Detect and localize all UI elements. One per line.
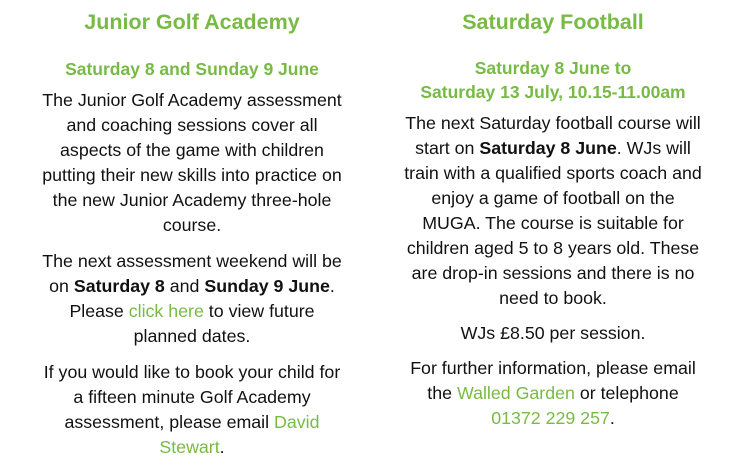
football-contact-info — [378, 356, 728, 431]
football-start-line — [378, 136, 728, 161]
click-here-link[interactable]: click here — [128, 301, 204, 321]
golf-planned-line: planned dates. — [133, 326, 251, 346]
golf-booking-info — [16, 360, 368, 460]
text-the: the — [427, 383, 457, 403]
football-start-date: Saturday 8 June — [479, 138, 617, 158]
football-desc-line: are drop-in sessions and there is no — [411, 263, 695, 283]
david-stewart-link-cont[interactable]: Stewart — [159, 437, 220, 457]
text-or-telephone: or telephone — [574, 383, 679, 403]
golf-description — [16, 88, 368, 238]
football-section — [378, 0, 728, 431]
golf-desc-line: The Junior Golf Academy assessment — [42, 90, 342, 110]
football-contact-line — [378, 381, 728, 406]
golf-assess-dates-line — [16, 274, 368, 299]
text-dot: . — [329, 276, 335, 296]
text-dot: . — [609, 408, 615, 428]
golf-book-line: a fifteen minute Golf Academy — [73, 387, 311, 407]
golf-title: Junior Golf Academy — [84, 10, 300, 34]
golf-email-line — [16, 410, 368, 435]
golf-book-line: If you would like to book your child for — [43, 362, 341, 382]
david-stewart-link[interactable]: David — [274, 412, 320, 432]
golf-desc-line: aspects of the game with children — [60, 140, 324, 160]
football-desc-line: need to book. — [499, 288, 607, 308]
golf-desc-line: course. — [162, 215, 222, 235]
golf-section — [16, 0, 368, 460]
golf-click-line — [16, 299, 368, 324]
text-view-future: to view future — [203, 301, 315, 321]
golf-date: Saturday 8 and Sunday 9 June — [65, 59, 319, 79]
football-date-line: Saturday 8 June to — [474, 58, 632, 78]
football-desc-line: MUGA. The course is suitable for — [422, 213, 684, 233]
football-desc-line: enjoy a game of football on the — [431, 188, 675, 208]
text-on: on — [49, 276, 74, 296]
football-desc-line: The next Saturday football course will — [405, 113, 701, 133]
football-desc-line: train with a qualified sports coach and — [404, 163, 702, 183]
text-please: Please — [69, 301, 129, 321]
golf-email-line-end — [16, 435, 368, 460]
football-title: Saturday Football — [462, 10, 644, 34]
golf-desc-line: putting their new skills into practice on — [42, 165, 342, 185]
text-dot: . — [219, 437, 225, 457]
football-date-line: Saturday 13 July, 10.15-11.00am — [420, 82, 686, 102]
football-price: WJs £8.50 per session. — [460, 323, 646, 343]
football-contact-line: For further information, please email — [410, 358, 696, 378]
text-please-email: assessment, please email — [64, 412, 275, 432]
walled-garden-link[interactable]: Walled Garden — [456, 383, 575, 403]
phone-link[interactable]: 01372 229 257 — [491, 408, 610, 428]
golf-sunday-date: Sunday 9 June — [204, 276, 330, 296]
golf-assessment-info — [16, 249, 368, 349]
football-desc-line: children aged 5 to 8 years old. These — [406, 238, 700, 258]
golf-desc-line: and coaching sessions cover all — [66, 115, 318, 135]
text-wjs-will: . WJs will — [616, 138, 691, 158]
golf-assess-line: The next assessment weekend will be — [42, 251, 342, 271]
golf-desc-line: the new Junior Academy three-hole — [52, 190, 332, 210]
football-description — [378, 111, 728, 311]
football-date — [378, 56, 728, 104]
golf-saturday-date: Saturday 8 — [73, 276, 165, 296]
text-and: and — [164, 276, 205, 296]
football-phone-line — [378, 406, 728, 431]
text-start-on: start on — [415, 138, 480, 158]
